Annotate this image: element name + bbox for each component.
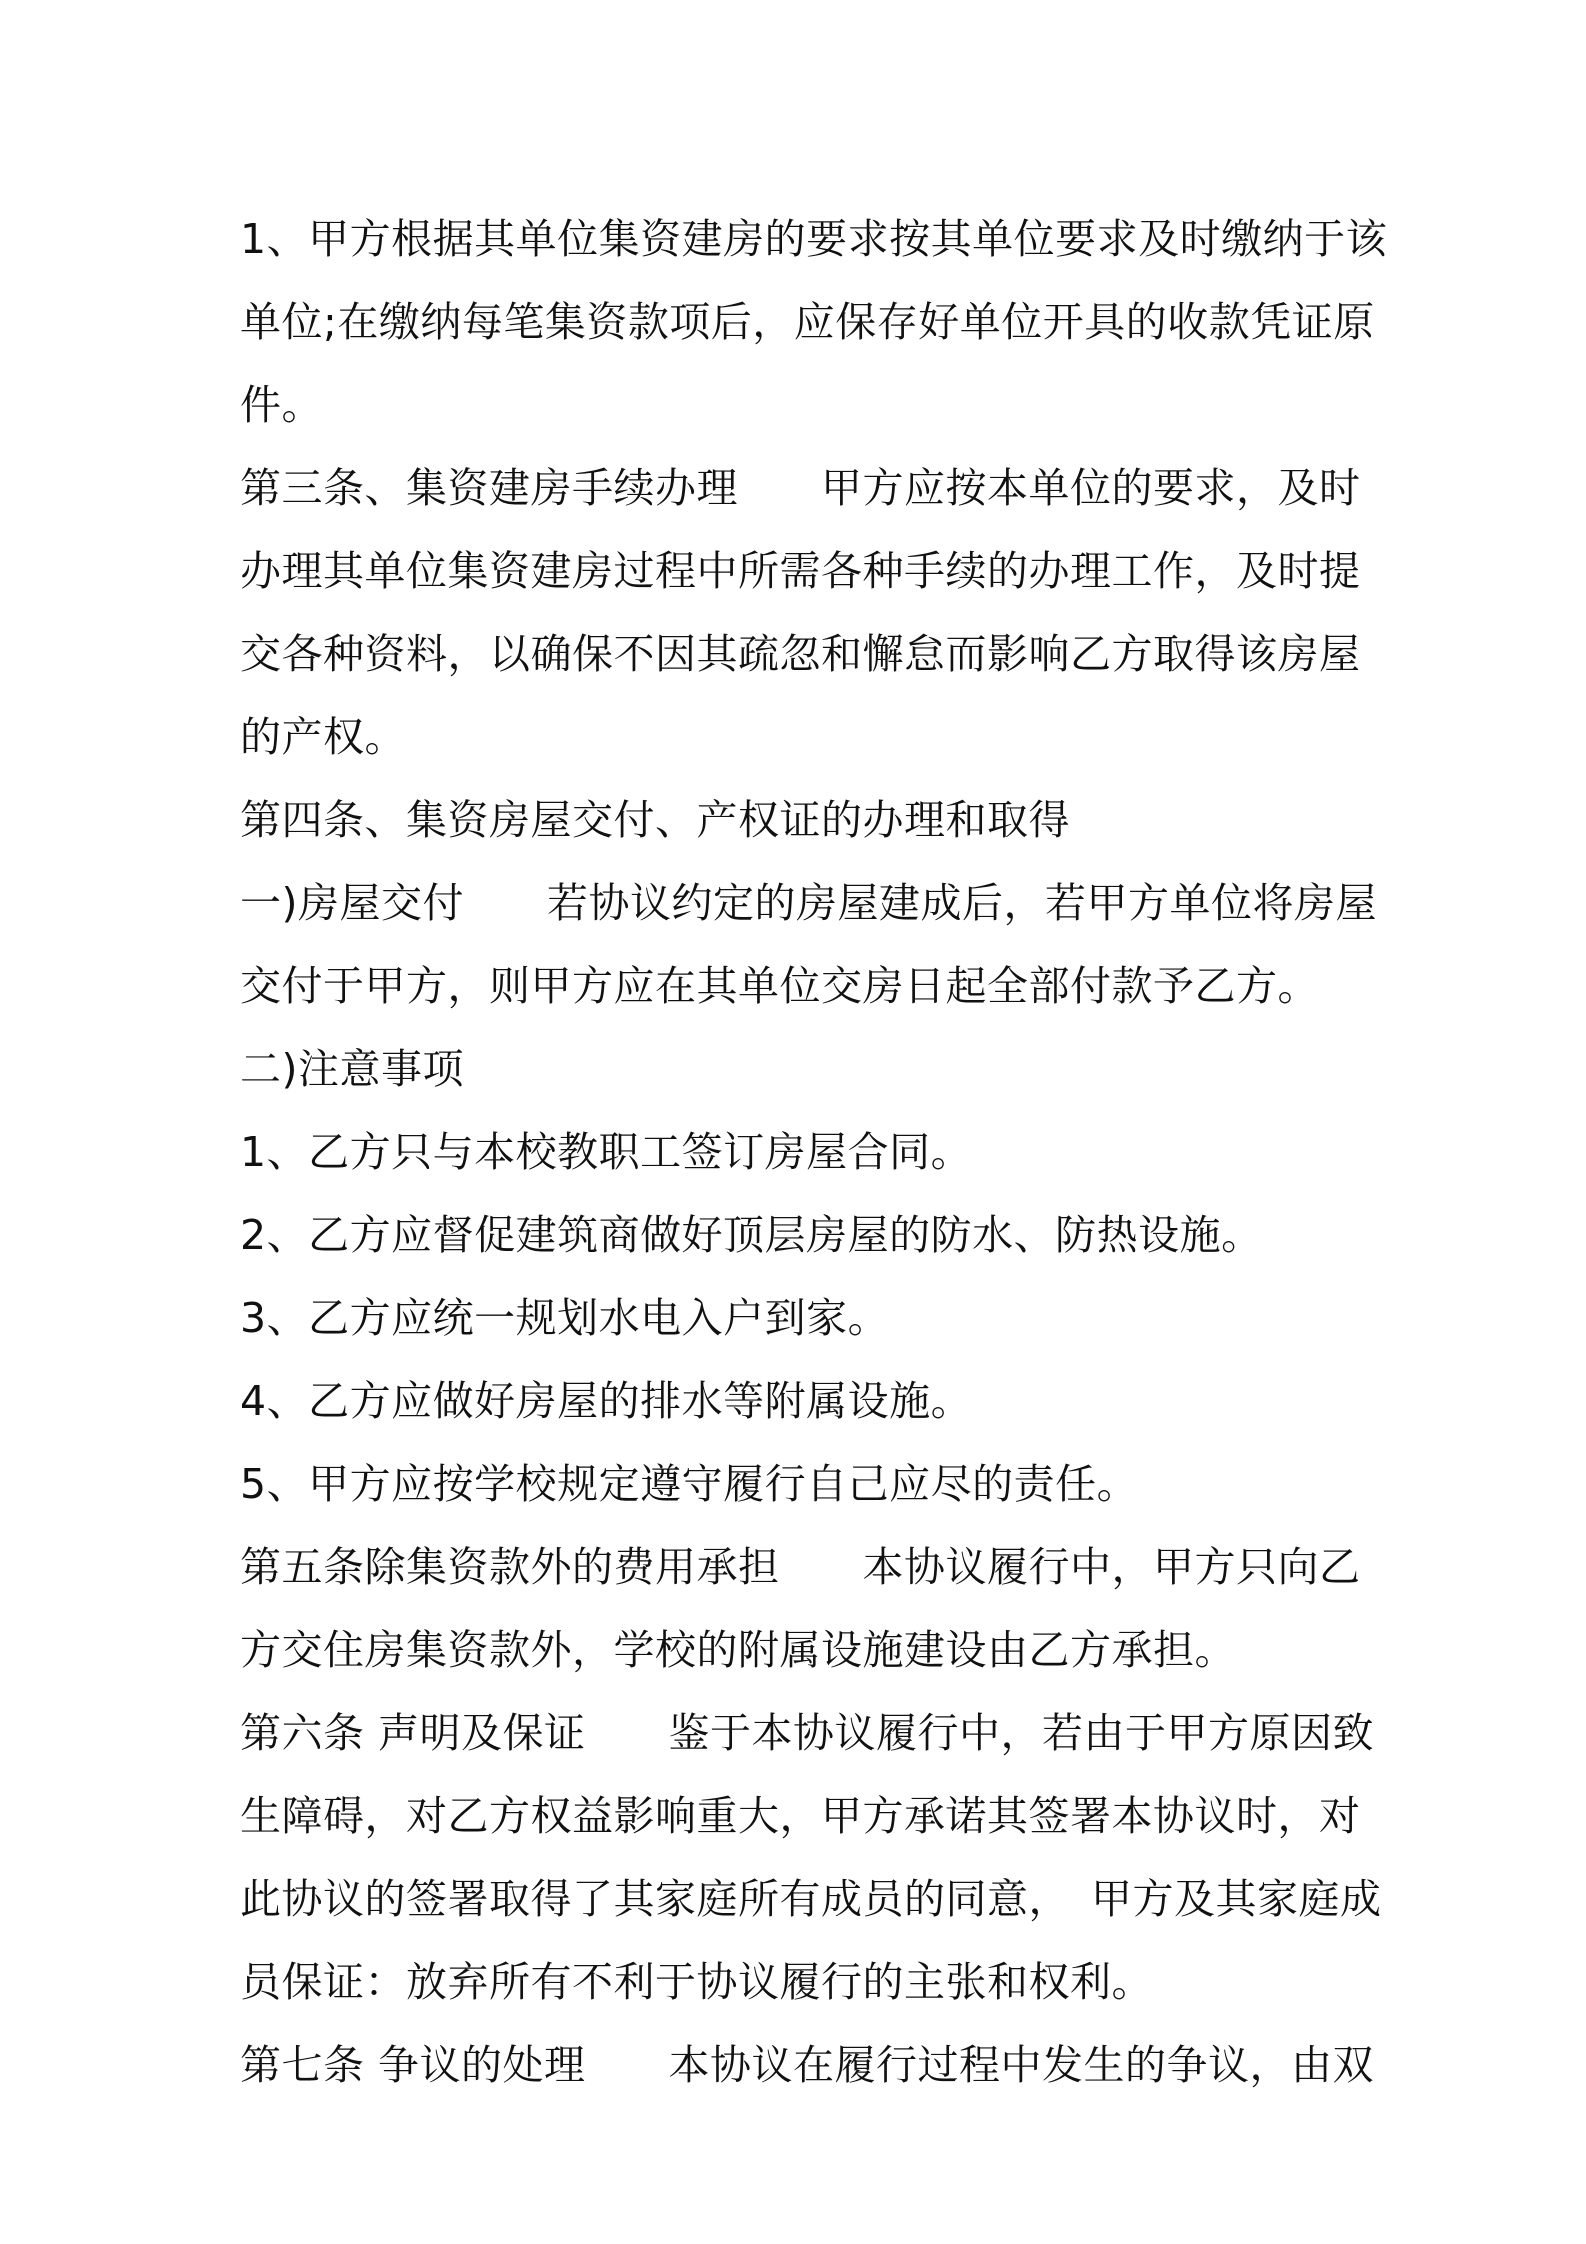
paragraph-notes-heading: 二)注意事项 [240,1045,464,1093]
paragraph-house-delivery: 一)房屋交付 若协议约定的房屋建成后，若甲方单位将房屋交付于甲方，则甲方应在其单位交房日起全部付款予乙方。 [240,879,1377,1010]
paragraph-article-7: 第七条 争议的处理 本协议在履行过程中发生的争议，由双 [240,2041,1375,2089]
document-body [240,198,1400,2107]
paragraph-note-5: 5、甲方应按学校规定遵守履行自己应尽的责任。 [240,1460,1139,1508]
paragraph-article-6: 第六条 声明及保证 鉴于本协议履行中，若由于甲方原因致生障碍，对乙方权益影响重大，甲方承诺其签署本协议时，对此协议的签署取得了其家庭所有成员的同意， 甲方及其家庭成员保证：放弃所有不利于协议履行的主张和权利。 [240,1709,1382,2006]
paragraph-article-3: 第三条、集资建房手续办理 甲方应按本单位的要求，及时办理其单位集资建房过程中所需各种手续的办理工作，及时提交各种资料，以确保不因其疏忽和懈怠而影响乙方取得该房屋的产权。 [240,464,1361,761]
paragraph-payment-obligation: 1、甲方根据其单位集资建房的要求按其单位要求及时缴纳于该单位;在缴纳每笔集资款项后，应保存好单位开具的收款凭证原件。 [240,215,1388,429]
paragraph-note-1: 1、乙方只与本校教职工签订房屋合同。 [240,1128,973,1176]
paragraph-note-2: 2、乙方应督促建筑商做好顶层房屋的防水、防热设施。 [240,1211,1263,1259]
paragraph-note-4: 4、乙方应做好房屋的排水等附属设施。 [240,1377,973,1425]
paragraph-article-4-heading: 第四条、集资房屋交付、产权证的办理和取得 [240,796,1070,844]
paragraph-article-5: 第五条除集资款外的费用承担 本协议履行中，甲方只向乙方交住房集资款外，学校的附属设施建设由乙方承担。 [240,1543,1361,1674]
paragraph-note-3: 3、乙方应统一规划水电入户到家。 [240,1294,890,1342]
